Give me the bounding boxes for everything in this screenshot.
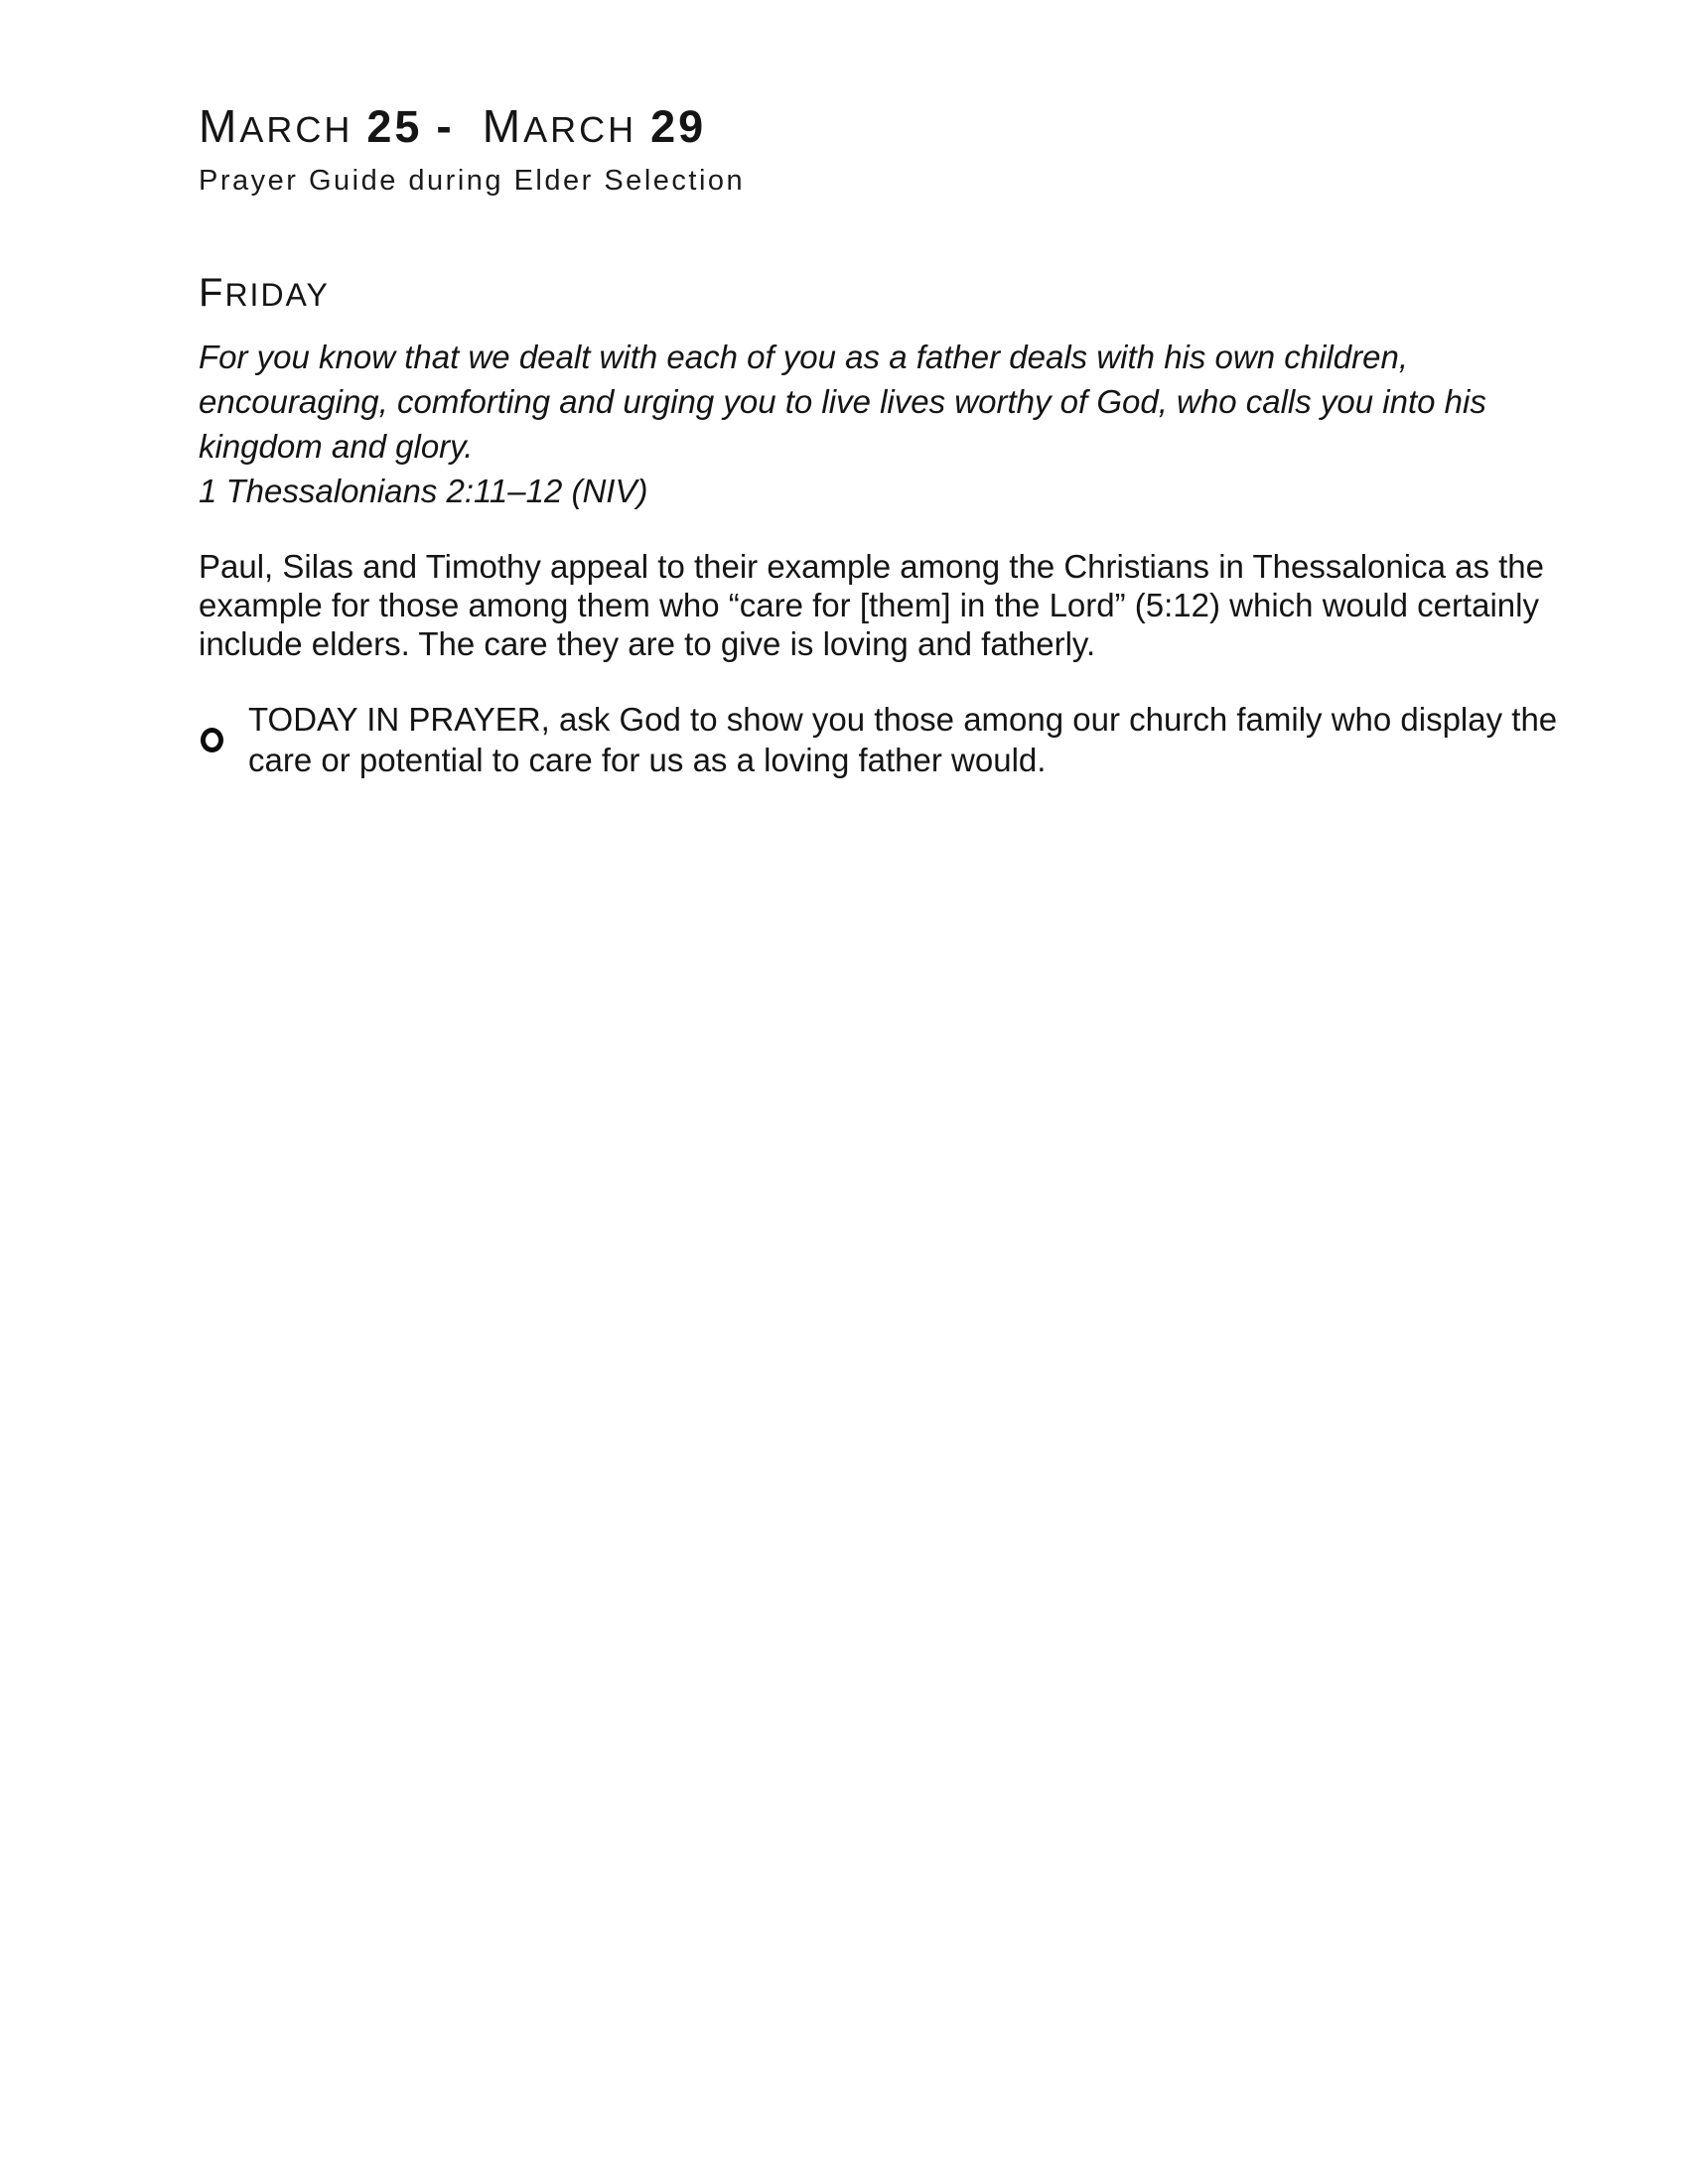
scripture-quote-line: encouraging, comforting and urging you to live lives worthy of God, who calls you into his — [199, 383, 1486, 420]
page-subtitle: Prayer Guide during Elder Selection — [199, 165, 746, 197]
title-cap-2: M — [482, 100, 524, 152]
title-dash: - — [436, 100, 455, 152]
commentary-line: example for those among them who “care for [them] in the Lord” (5:12) which would certainly — [199, 587, 1539, 623]
day-heading — [199, 273, 1489, 313]
friday-section — [199, 271, 1558, 780]
scripture-quote — [199, 335, 1489, 513]
date-range-title — [199, 100, 1489, 152]
title-day-number-2: 29 — [650, 101, 707, 152]
title-cap-1: M — [199, 100, 240, 152]
scripture-reference: 1 Thessalonians 2:11–12 (NIV) — [199, 473, 648, 509]
day-heading-cap: F — [199, 271, 225, 315]
commentary-paragraph — [199, 547, 1544, 663]
scripture-quote-line: kingdom and glory. — [199, 428, 474, 465]
title-smallcaps-1: ARCH — [239, 109, 353, 150]
scripture-quote-line: For you know that we dealt with each of you as a father deals with his own children, — [199, 339, 1408, 375]
commentary-line: Paul, Silas and Timothy appeal to their example among the Christians in Thessalonica as the — [199, 548, 1544, 585]
prayer-text-line: TODAY IN PRAYER, ask God to show you those among our church family who display the — [248, 701, 1558, 738]
prayer-item — [199, 699, 1558, 780]
page-header — [199, 100, 1489, 198]
prayer-text — [248, 699, 1557, 780]
open-circle-bullet-icon — [201, 728, 223, 752]
title-smallcaps-2: ARCH — [523, 109, 637, 150]
bullet-gutter — [199, 728, 248, 752]
prayer-text-line: care or potential to care for us as a loving father would. — [248, 742, 1047, 778]
day-heading-smallcaps: RIDAY — [224, 277, 330, 313]
title-day-number-1: 25 — [366, 101, 423, 152]
commentary-line: include elders. The care they are to give is loving and fatherly. — [199, 625, 1096, 662]
